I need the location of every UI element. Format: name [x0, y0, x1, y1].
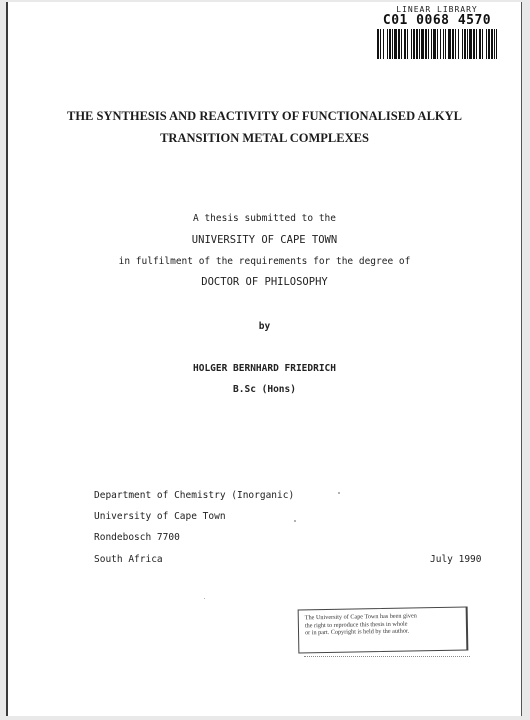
library-name: LINEAR LIBRARY — [396, 5, 478, 14]
address-city: Rondebosch 7700 — [94, 532, 180, 543]
barcode-bar — [494, 29, 495, 59]
barcode-bar — [473, 29, 475, 59]
address-university: University of Cape Town — [94, 511, 226, 522]
fulfilment-line: in fulfilment of the requirements for the degree of — [118, 256, 411, 267]
barcode-bar — [431, 29, 432, 59]
title-line-2: TRANSITION METAL COMPLEXES — [160, 131, 369, 145]
barcode-bar — [467, 29, 468, 59]
submission-date: July 1990 — [430, 554, 482, 565]
barcode-bar — [411, 29, 412, 59]
barcode-bar — [445, 29, 446, 59]
barcode-bar — [440, 29, 441, 59]
barcode-bar — [389, 29, 391, 59]
barcode-bar — [377, 29, 379, 59]
by-label: by — [258, 321, 271, 332]
barcode-bar — [452, 29, 454, 59]
barcode-bar — [437, 29, 438, 59]
scan-speck — [294, 520, 296, 522]
barcode-bar — [491, 29, 493, 59]
scan-speck — [338, 492, 340, 494]
address-country: South Africa — [94, 554, 163, 565]
barcode-bar — [419, 29, 420, 59]
barcode-bar — [413, 29, 415, 59]
scan-speck — [204, 598, 205, 599]
author-qualification: B.Sc (Hons) — [233, 384, 296, 395]
barcode — [377, 29, 497, 59]
thesis-title-page — [6, 2, 522, 716]
author-name: HOLGER BERNHARD FRIEDRICH — [193, 363, 336, 374]
barcode-bar — [392, 29, 393, 59]
barcode-bar — [433, 29, 436, 59]
barcode-bar — [416, 29, 418, 59]
barcode-bar — [476, 29, 477, 59]
barcode-bar — [482, 29, 483, 59]
copyright-stamp — [298, 607, 469, 654]
title-line-1: THE SYNTHESIS AND REACTIVITY OF FUNCTIONALISED ALKYL — [67, 109, 462, 123]
barcode-bar — [458, 29, 459, 59]
stamp-underline — [304, 653, 470, 657]
barcode-bar — [496, 29, 497, 59]
copyright-line-3: or in part. Copyright is held by the author. — [304, 627, 410, 637]
barcode-bar — [398, 29, 400, 59]
barcode-bar — [443, 29, 444, 59]
barcode-bar — [464, 29, 466, 59]
barcode-bar — [380, 29, 381, 59]
barcode-bar — [488, 29, 490, 59]
barcode-bar — [404, 29, 406, 59]
thesis-title — [8, 105, 521, 149]
barcode-bar — [469, 29, 472, 59]
copyright-line-2: the right to reproduce this thesis in whole — [304, 620, 408, 629]
barcode-bar — [383, 29, 384, 59]
barcode-bar — [448, 29, 451, 59]
barcode-bar — [425, 29, 427, 59]
submission-line: A thesis submitted to the — [193, 213, 336, 224]
barcode-bar — [428, 29, 429, 59]
address-department: Department of Chemistry (Inorganic) — [94, 490, 295, 501]
barcode-bar — [479, 29, 481, 59]
barcode-bar — [394, 29, 397, 59]
barcode-bar — [407, 29, 408, 59]
university-name: UNIVERSITY OF CAPE TOWN — [191, 234, 338, 246]
barcode-bar — [401, 29, 402, 59]
barcode-bar — [421, 29, 424, 59]
barcode-bar — [486, 29, 487, 59]
barcode-bar — [387, 29, 388, 59]
barcode-bar — [462, 29, 463, 59]
degree-name: DOCTOR OF PHILOSOPHY — [201, 276, 328, 288]
library-code: C01 0068 4570 — [382, 13, 492, 28]
barcode-bar — [455, 29, 456, 59]
library-barcode-label — [374, 5, 500, 63]
copyright-line-1: The University of Cape Town has been given — [304, 612, 417, 622]
